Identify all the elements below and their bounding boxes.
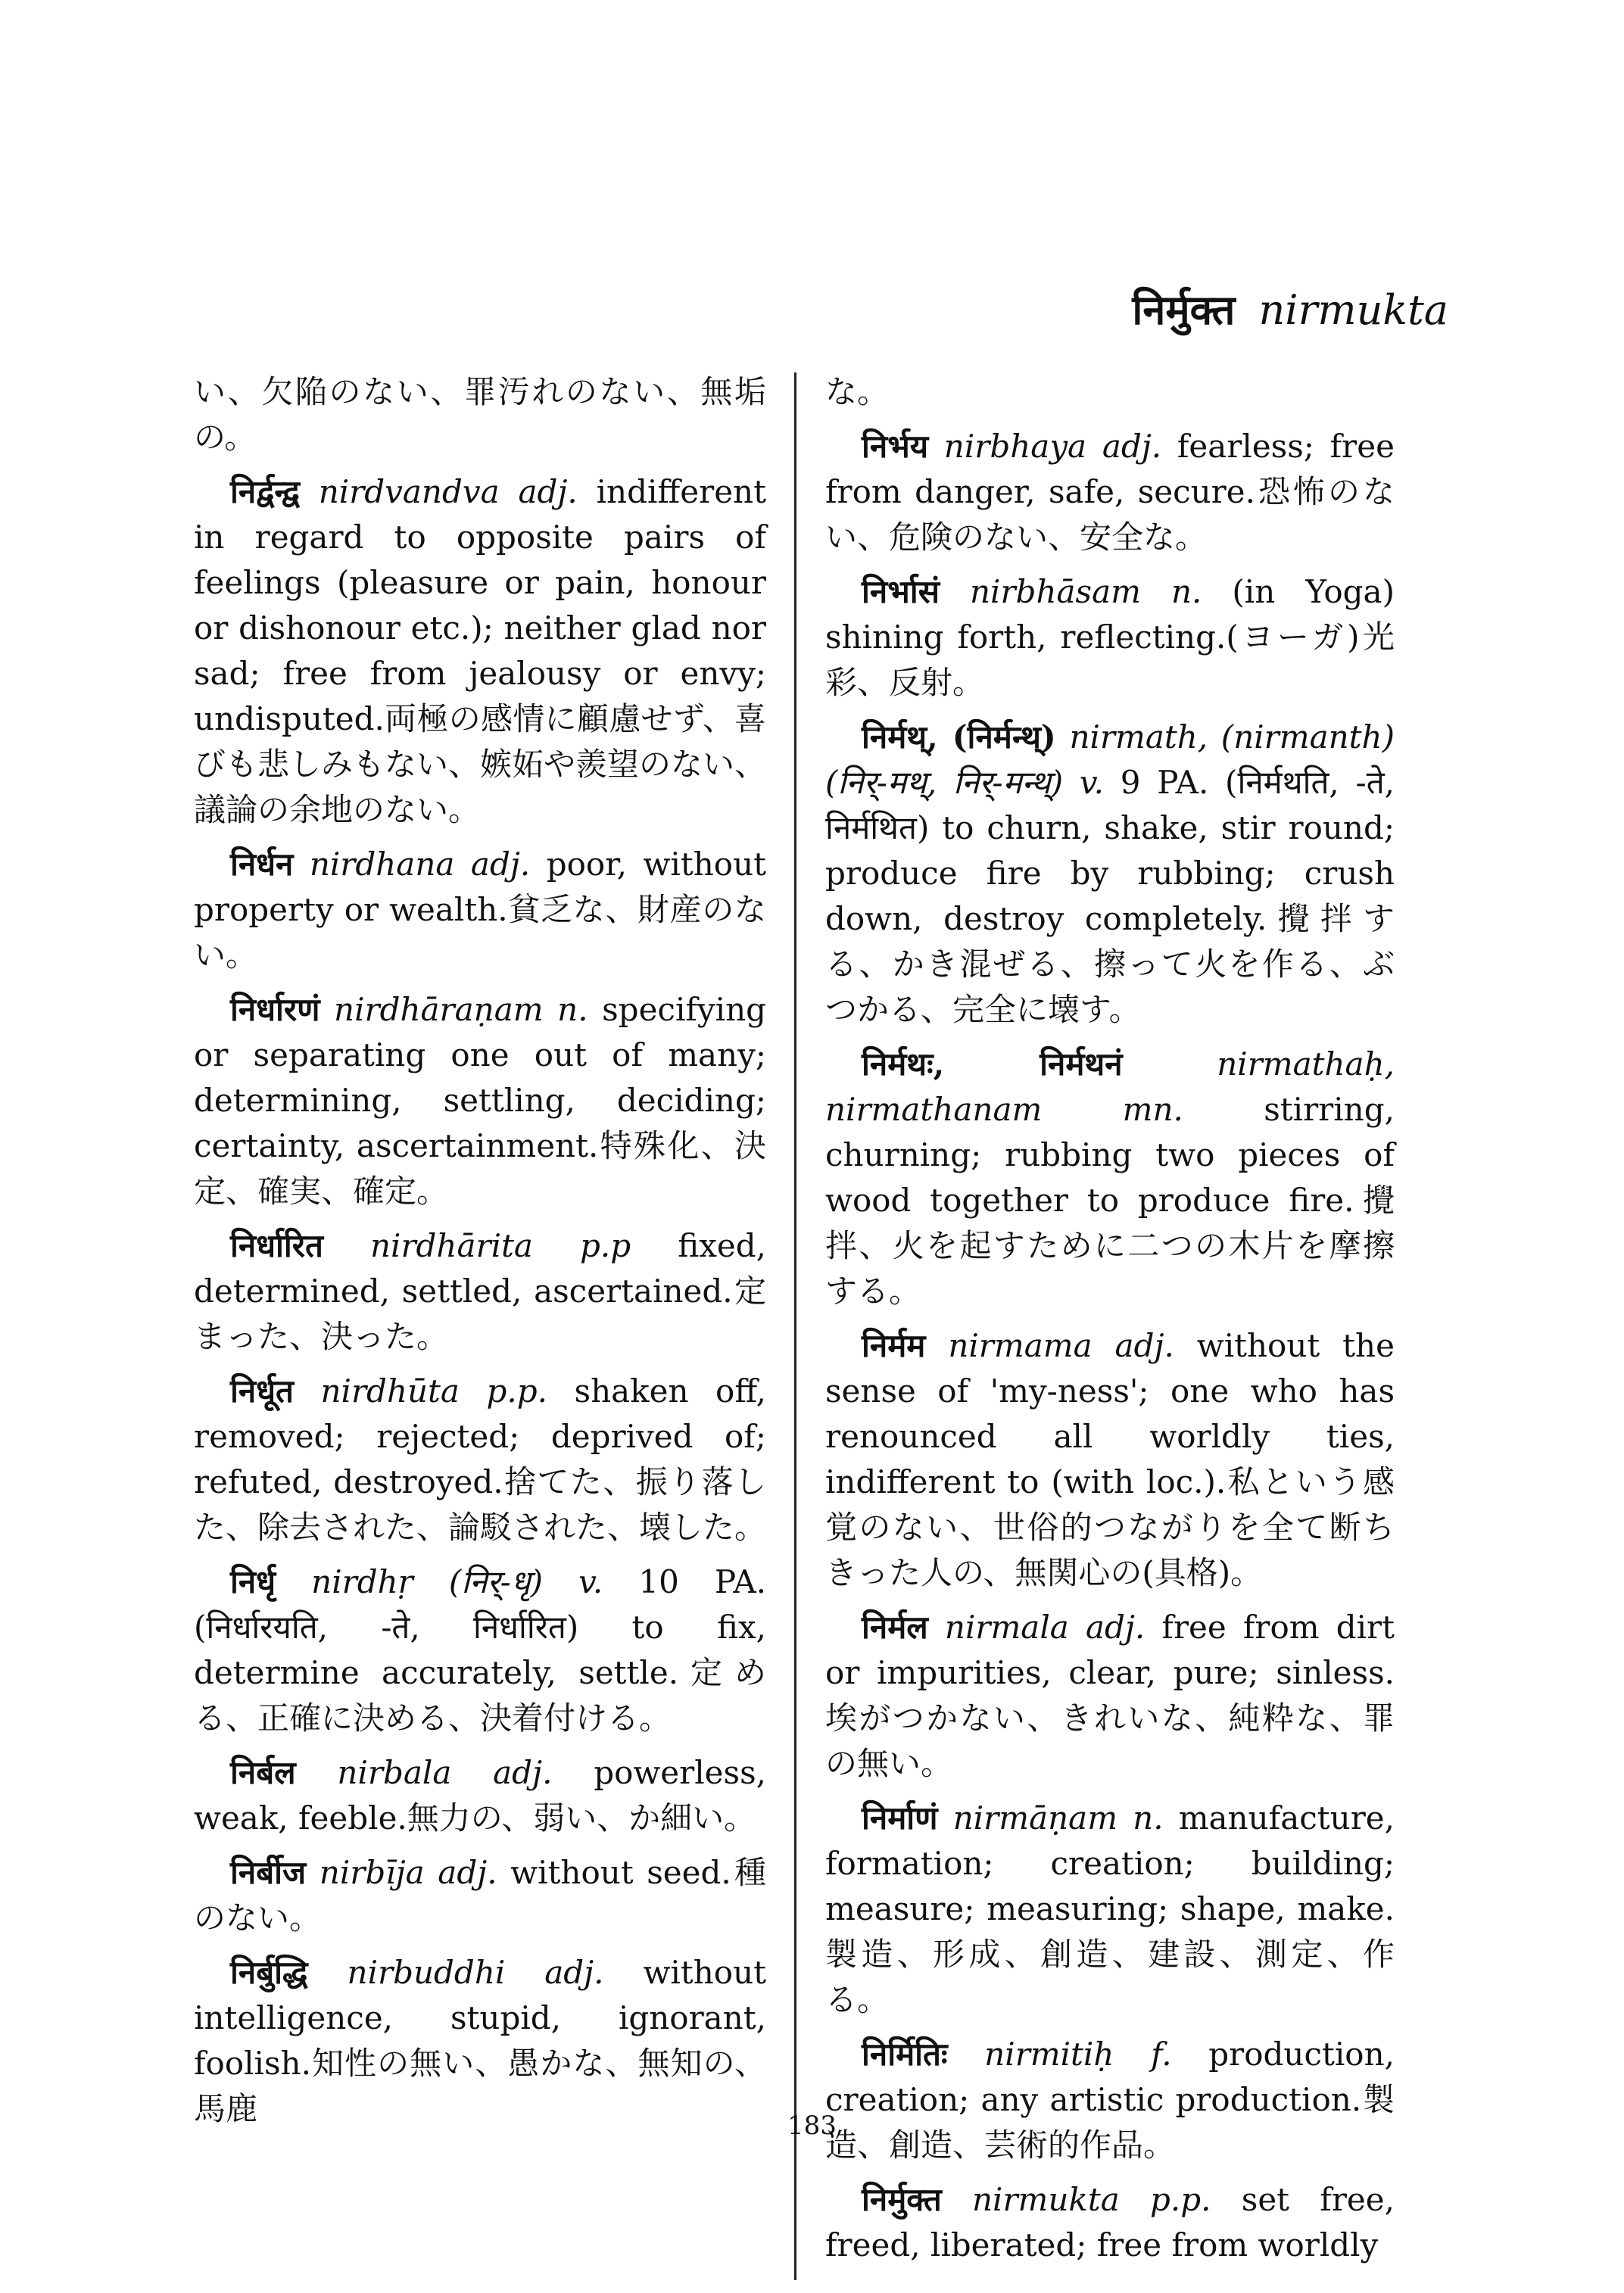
entry-definition: free from dirt or impurities, clear, pure; sinless.埃がつかない、きれいな、純粋な、罪の無い。	[825, 1609, 1395, 1782]
entry-headword-devanagari: निर्मल	[862, 1609, 928, 1646]
entry-headword-devanagari: निर्मथः, निर्मथनं	[862, 1045, 1123, 1083]
running-head-roman: nirmukta	[1258, 286, 1448, 334]
entry-headword-roman: nirdhārita	[369, 1227, 533, 1264]
entry-nirmama	[825, 1323, 1395, 1596]
entry-grammar: p.p	[580, 1227, 631, 1264]
entry-continuation	[825, 369, 1395, 415]
entry-headword-devanagari: निर्बल	[230, 1754, 296, 1791]
entry-nirdvandva	[194, 469, 766, 833]
entry-headword-devanagari: निर्भासं	[862, 573, 940, 610]
entry-headword-roman: nirbhaya	[943, 428, 1087, 465]
entry-definition: indifferent in regard to opposite pairs of feelings (pleasure or pain, honour or dishonour etc.); neither glad nor sad; free from jealousy or envy; undisputed.両極の感情に顧慮せず、喜びも悲しみもない、嫉妬や羨望のない、議論の余地のない。	[194, 473, 767, 828]
entry-headword-roman: nirdhana	[309, 846, 455, 883]
entry-grammar: n.	[557, 991, 588, 1028]
entry-headword-devanagari: निर्मथ्, (निर्मन्थ्)	[862, 718, 1056, 756]
running-head	[1132, 285, 1448, 334]
entry-headword-devanagari: निर्मुक्त	[862, 2181, 942, 2218]
entry-definition: without the sense of 'my-ness'; one who has renounced all worldly ties, indifferent to (with loc.).私という感覚のない、世俗的つながりを全て断ちきった人の、無関心の(具格)。	[825, 1327, 1395, 1591]
entry-definition: set free, freed, liberated; free from worldly	[825, 2181, 1395, 2263]
entry-headword-devanagari: निर्मम	[862, 1327, 926, 1364]
entry-nirdhr	[194, 1559, 766, 1741]
entry-nirmathah	[825, 1042, 1395, 1314]
entry-headword-roman: nirdhāraṇam	[334, 991, 544, 1028]
entry-definition: fearless; free from danger, safe, secure.恐怖のない、危険のない、安全な。	[825, 428, 1395, 556]
entry-grammar: adj.	[470, 846, 531, 883]
entry-headword-roman: nirdvandva	[318, 473, 500, 510]
entry-headword-devanagari: निर्माणं	[862, 1799, 938, 1837]
entry-grammar: mn.	[1122, 1091, 1183, 1128]
entry-definition: specifying or separating one out of many; determining, settling, deciding; certainty, ascertainment.特殊化、決定、確実、確定。	[194, 991, 767, 1210]
entry-grammar: n.	[1170, 573, 1202, 610]
entry-headword-devanagari: निर्धारित	[230, 1227, 323, 1264]
entry-definition: without seed.種のない。	[194, 1854, 766, 1936]
entry-grammar: f.	[1151, 2036, 1172, 2073]
entry-headword-roman: nirdhṛ	[311, 1563, 413, 1600]
entry-nirdhana	[194, 842, 766, 978]
entry-grammar: adj.	[1085, 1609, 1146, 1646]
entry-grammar: (निर्-मथ्, निर्-मन्थ्) v.	[825, 764, 1104, 801]
entry-nirbhaya	[825, 424, 1395, 560]
entry-headword-roman: nirmukta	[972, 2181, 1120, 2218]
page-number: 183	[787, 2111, 837, 2141]
entry-definition: poor, without property or wealth.貧乏な、財産のない。	[194, 846, 766, 974]
right-column	[825, 369, 1395, 2277]
entry-definition: powerless, weak, feeble.無力の、弱い、か細い。	[194, 1754, 766, 1837]
left-column	[194, 369, 766, 2141]
entry-grammar: n.	[1133, 1799, 1164, 1837]
entry-nirmala	[825, 1605, 1395, 1787]
entry-nirbija	[194, 1850, 766, 1941]
entry-grammar: adj.	[544, 1954, 604, 1991]
entry-nirdharanam	[194, 987, 766, 1214]
entry-definition: い、欠陥のない、罪汚れのない、無垢の。	[194, 373, 766, 456]
entry-nirbuddhi	[194, 1950, 766, 2132]
entry-definition: stirring, churning; rubbing two pieces of wood together to produce fire.攪拌、火を起すために二つの木片を摩擦する。	[825, 1091, 1395, 1310]
entry-nirdharita	[194, 1223, 766, 1360]
entry-headword-roman: nirmath, (nirmanth)	[1069, 718, 1395, 756]
entry-headword-devanagari: निर्धारणं	[230, 991, 320, 1028]
entry-definition: production, creation; any artistic production.製造、創造、芸術的作品。	[825, 2036, 1395, 2164]
entry-definition: 9 PA. (निर्मथति, -ते, निर्मथित) to churn, shake, stir round; produce fire by rubbing; crush down, destroy completely.攪拌する、かき混ぜる、擦って火を作る、ぶつかる、完全に壊す。	[825, 764, 1395, 1028]
entry-headword-roman: nirbīja	[319, 1854, 425, 1891]
entry-definition: shaken off, removed; rejected; deprived of; refuted, destroyed.捨てた、振り落した、除去された、論駁された、壊した。	[194, 1372, 767, 1546]
entry-nirmanam	[825, 1796, 1395, 2023]
entry-grammar: adj.	[493, 1754, 553, 1791]
entry-nirmukta	[825, 2177, 1395, 2268]
entry-nirbhasam	[825, 569, 1395, 706]
entry-headword-roman: nirbala	[337, 1754, 452, 1791]
entry-grammar: (निर्-धृ) v.	[448, 1563, 603, 1600]
entry-headword-roman: nirmama	[948, 1327, 1093, 1364]
entry-headword-devanagari: निर्धूत	[230, 1372, 294, 1410]
entry-headword-roman: nirmala	[944, 1609, 1069, 1646]
entry-grammar: adj.	[1114, 1327, 1174, 1364]
entry-definition: な。	[825, 373, 890, 410]
entry-grammar: adj.	[438, 1854, 497, 1891]
entry-continuation	[194, 369, 766, 460]
entry-headword-devanagari: निर्द्वन्द्व	[230, 473, 300, 510]
entry-headword-roman: nirmathaḥ, nirmathanam	[825, 1045, 1395, 1128]
entry-headword-devanagari: निर्मितिः	[862, 2036, 948, 2073]
entry-definition: (in Yoga) shining forth, reflecting.(ヨーガ)光彩、反射。	[825, 573, 1395, 701]
entry-nirmitih	[825, 2032, 1395, 2168]
entry-headword-devanagari: निर्बीज	[230, 1854, 307, 1891]
entry-nirbala	[194, 1750, 766, 1841]
entry-headword-devanagari: निर्भय	[862, 428, 929, 465]
entry-grammar: p.p.	[486, 1372, 547, 1410]
entry-headword-devanagari: निर्धन	[230, 846, 294, 883]
entry-headword-roman: nirbuddhi	[347, 1954, 506, 1991]
entry-headword-devanagari: निर्धृ	[230, 1563, 276, 1600]
entry-definition: fixed, determined, settled, ascertained.定まった、決った。	[194, 1227, 766, 1355]
entry-headword-roman: nirdhūta	[320, 1372, 460, 1410]
entry-grammar: p.p.	[1150, 2181, 1211, 2218]
entry-grammar: adj.	[518, 473, 578, 510]
entry-headword-roman: nirbhāsam	[970, 573, 1141, 610]
entry-nirmath	[825, 715, 1395, 1033]
entry-grammar: adj.	[1102, 428, 1162, 465]
entry-definition: manufacture, formation; creation; building; measure; measuring; shape, make.製造、形成、創造、建設、測定、作る。	[825, 1799, 1395, 2018]
running-head-devanagari: निर्मुक्त	[1132, 285, 1236, 334]
column-divider	[794, 372, 796, 2280]
entry-nirdhuta	[194, 1369, 766, 1550]
entry-headword-roman: nirmāṇam	[952, 1799, 1118, 1837]
entry-headword-devanagari: निर्बुद्धि	[230, 1954, 308, 1991]
entry-definition: without intelligence, stupid, ignorant, foolish.知性の無い、愚かな、無知の、馬鹿	[194, 1954, 767, 2127]
entry-headword-roman: nirmitiḥ	[984, 2036, 1114, 2073]
entry-definition: 10 PA. (निर्धारयति, -ते, निर्धारित) to fix, determine accurately, settle.定める、正確に決める、決着付ける。	[194, 1563, 767, 1737]
